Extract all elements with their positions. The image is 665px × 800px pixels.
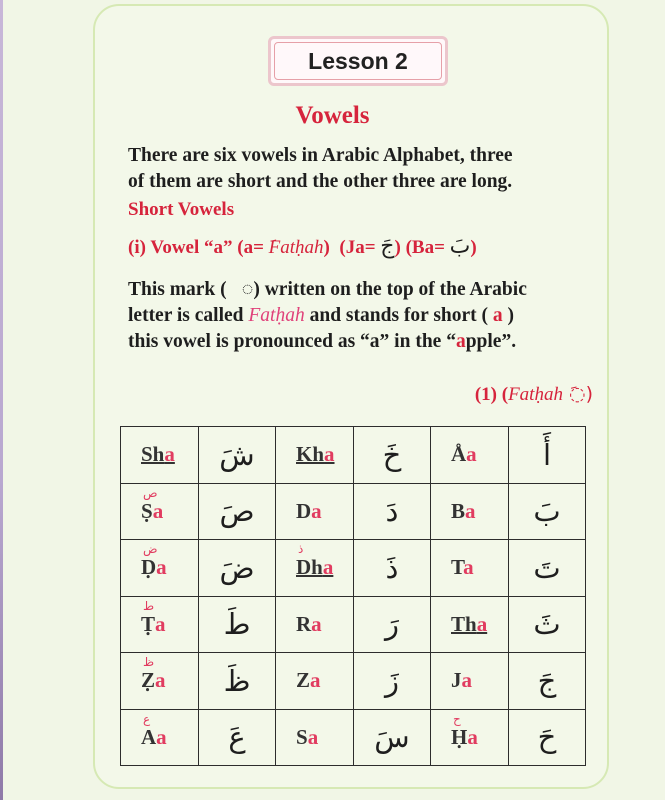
fathah-ref-name: Fatḥah bbox=[508, 384, 563, 405]
transliteration-consonant: Kh bbox=[296, 442, 325, 467]
letter-hint: ط bbox=[143, 598, 155, 613]
transliteration-cell bbox=[121, 483, 199, 540]
transliteration-vowel: a bbox=[310, 668, 321, 693]
vowel-line-vowel: a bbox=[213, 237, 223, 258]
arabic-letter: سَ bbox=[374, 720, 410, 755]
transliteration-cell bbox=[276, 540, 354, 597]
transliteration-consonant: Ḍ bbox=[141, 555, 157, 580]
lesson-title: Lesson 2 bbox=[308, 47, 408, 74]
description-l2-c: ) bbox=[502, 305, 515, 326]
arabic-letter: شَ bbox=[219, 437, 255, 472]
short-vowels-heading: Short Vowels bbox=[128, 199, 235, 220]
transliteration-consonant: Å bbox=[451, 442, 467, 467]
transliteration-cell bbox=[431, 540, 509, 597]
arabic-letter: ضَ bbox=[219, 550, 255, 585]
transliteration-vowel: a bbox=[156, 555, 167, 580]
arabic-letter: ظَ bbox=[223, 663, 251, 698]
arabic-letter: زَ bbox=[384, 663, 399, 698]
arabic-letter: دَ bbox=[385, 494, 399, 529]
arabic-letter-cell bbox=[509, 709, 586, 766]
intro-line-2: of them are short and the other three are long. bbox=[128, 171, 513, 192]
arabic-letter: جَ bbox=[537, 663, 557, 698]
ja-open: (Ja= bbox=[339, 237, 381, 258]
letter-hint: ذ bbox=[298, 542, 304, 556]
table-row bbox=[121, 653, 586, 710]
arabic-letter-cell bbox=[509, 483, 586, 540]
description-l3-a: this vowel is pronounced as “a” in the “ bbox=[128, 331, 456, 352]
vowel-a-line bbox=[128, 234, 477, 259]
arabic-letter: عَ bbox=[228, 720, 246, 755]
table-row bbox=[121, 709, 586, 766]
page-heading: Vowels bbox=[295, 102, 370, 129]
table-row bbox=[121, 427, 586, 484]
arabic-letter: حَ bbox=[537, 720, 557, 755]
transliteration-cell bbox=[431, 653, 509, 710]
arabic-letter-cell bbox=[199, 483, 276, 540]
arabic-letter-cell bbox=[199, 427, 276, 484]
transliteration-vowel: a bbox=[311, 611, 322, 636]
transliteration-consonant: D bbox=[296, 498, 312, 523]
transliteration-vowel: a bbox=[465, 498, 476, 523]
transliteration-consonant: S bbox=[296, 724, 308, 749]
vowel-line-prefix: (i) Vowel “ bbox=[128, 237, 214, 258]
arabic-letter-cell bbox=[354, 427, 431, 484]
arabic-letter-cell bbox=[509, 653, 586, 710]
transliteration-vowel: a bbox=[476, 611, 488, 636]
arabic-letter-cell bbox=[354, 540, 431, 597]
transliteration-vowel: a bbox=[155, 611, 166, 636]
arabic-letter: رَ bbox=[384, 607, 399, 642]
transliteration-vowel: a bbox=[324, 442, 335, 467]
arabic-letter: طَ bbox=[223, 607, 251, 642]
transliteration-consonant: Ṭ bbox=[141, 611, 156, 636]
transliteration-consonant: A bbox=[141, 724, 157, 749]
arabic-letter-cell bbox=[354, 709, 431, 766]
arabic-letter: صَ bbox=[219, 494, 255, 529]
arabic-letter-cell bbox=[509, 427, 586, 484]
fathah-ref-mark: ◌َ) bbox=[562, 383, 593, 405]
intro-line-1: There are six vowels in Arabic Alphabet, three bbox=[128, 145, 513, 166]
fathah-reference bbox=[475, 383, 593, 406]
arabic-letter-cell bbox=[509, 596, 586, 653]
transliteration-consonant: Th bbox=[451, 611, 477, 636]
letter-hint: ص bbox=[143, 485, 158, 500]
description-line-3 bbox=[128, 331, 516, 353]
transliteration-cell bbox=[121, 540, 199, 597]
description-line-2 bbox=[128, 305, 514, 327]
transliteration-cell bbox=[431, 596, 509, 653]
transliteration-vowel: a bbox=[466, 442, 477, 467]
description-l2-letter: a bbox=[492, 305, 503, 326]
vowel-line-mid: ” (a= bbox=[223, 237, 269, 258]
transliteration-cell bbox=[121, 709, 199, 766]
transliteration-vowel: a bbox=[322, 555, 334, 580]
ja-letter: جَ bbox=[380, 234, 395, 259]
transliteration-consonant: Dh bbox=[296, 555, 323, 580]
underlined-syllable bbox=[451, 612, 487, 636]
description-l3-red: a bbox=[455, 331, 466, 352]
transliteration-cell bbox=[276, 709, 354, 766]
transliteration-vowel: a bbox=[463, 555, 474, 580]
transliteration-vowel: a bbox=[311, 498, 322, 523]
description-line-1: This mark (◌َ) written on the top of the Arabic bbox=[128, 279, 527, 300]
arabic-letter: ذَ bbox=[385, 550, 399, 585]
arabic-letter: ثَ bbox=[533, 607, 561, 642]
arabic-letter: بَ bbox=[533, 494, 561, 529]
transliteration-vowel: a bbox=[467, 724, 478, 749]
transliteration-consonant: Sh bbox=[141, 442, 165, 467]
ba-close: ) bbox=[470, 237, 477, 258]
arabic-letter-cell bbox=[199, 540, 276, 597]
transliteration-cell bbox=[121, 427, 199, 484]
transliteration-consonant: R bbox=[296, 611, 312, 636]
transliteration-cell bbox=[431, 483, 509, 540]
underlined-syllable bbox=[296, 555, 333, 579]
transliteration-vowel: a bbox=[461, 668, 472, 693]
description-l2-name: Fatḥah bbox=[248, 305, 305, 326]
transliteration-cell bbox=[431, 709, 509, 766]
table-row bbox=[121, 540, 586, 597]
vowel-line-close: ) bbox=[323, 237, 330, 258]
arabic-letter-cell bbox=[199, 709, 276, 766]
transliteration-consonant: Ẓ bbox=[141, 668, 156, 693]
ba-open: (Ba= bbox=[405, 237, 450, 258]
arabic-letter-cell bbox=[354, 653, 431, 710]
fathah-ref-num: (1) ( bbox=[474, 384, 509, 405]
transliteration-vowel: a bbox=[152, 498, 164, 523]
letter-hint: ض bbox=[143, 542, 158, 556]
letter-hint: ظ bbox=[143, 655, 155, 669]
transliteration-vowel: a bbox=[155, 668, 166, 693]
arabic-letter-cell bbox=[354, 596, 431, 653]
letters-table bbox=[120, 426, 586, 766]
description-l2-b: and stands for short ( bbox=[304, 305, 493, 326]
transliteration-consonant: Z bbox=[296, 668, 311, 693]
arabic-letter-cell bbox=[509, 540, 586, 597]
transliteration-cell bbox=[431, 427, 509, 484]
arabic-letter: أَ bbox=[542, 437, 552, 472]
arabic-letter-cell bbox=[199, 596, 276, 653]
transliteration-consonant: B bbox=[451, 498, 466, 523]
description-l2-a: letter is called bbox=[128, 305, 249, 326]
arabic-letter-cell bbox=[354, 483, 431, 540]
transliteration-cell bbox=[276, 596, 354, 653]
underlined-syllable bbox=[141, 442, 175, 466]
ja-close: ) bbox=[394, 237, 401, 258]
lesson-title-box bbox=[268, 36, 448, 86]
arabic-letter: تَ bbox=[533, 550, 561, 585]
transliteration-consonant: Ḥ bbox=[451, 724, 468, 749]
transliteration-cell bbox=[121, 596, 199, 653]
transliteration-consonant: T bbox=[451, 555, 464, 580]
arabic-letter: خَ bbox=[382, 437, 402, 472]
ba-letter: بَ bbox=[449, 234, 471, 259]
underlined-syllable bbox=[296, 442, 335, 466]
table-row bbox=[121, 483, 586, 540]
arabic-letter-cell bbox=[199, 653, 276, 710]
transliteration-cell bbox=[121, 653, 199, 710]
transliteration-consonant: J bbox=[451, 668, 462, 693]
letter-hint: ع bbox=[143, 711, 151, 726]
transliteration-cell bbox=[276, 483, 354, 540]
transliteration-consonant: Ṣ bbox=[141, 498, 153, 523]
transliteration-cell bbox=[276, 427, 354, 484]
table-row bbox=[121, 596, 586, 653]
transliteration-cell bbox=[276, 653, 354, 710]
transliteration-vowel: a bbox=[307, 724, 319, 749]
vowel-line-name: Fatḥah bbox=[268, 237, 324, 258]
description-l3-b: pple”. bbox=[465, 331, 517, 352]
transliteration-vowel: a bbox=[164, 442, 175, 467]
transliteration-vowel: a bbox=[156, 724, 167, 749]
letter-hint: ح bbox=[453, 711, 461, 726]
